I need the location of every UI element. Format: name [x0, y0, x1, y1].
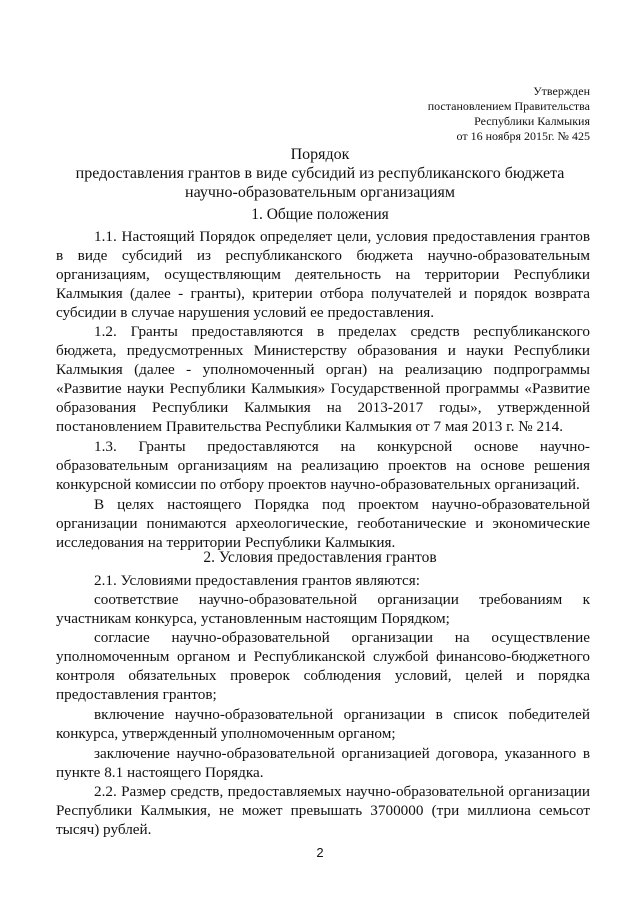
paragraph: 1.3. Гранты предоставляются на конкурсной основе научно-образовательным организациям на реализацию проектов на основе решения конкурсной комиссии по отбору проектов научно-образовательных организаций. [56, 438, 590, 493]
paragraph: соответствие научно-образовательной организации требованиям к участникам конкурса, установленным настоящим Порядком; [56, 591, 590, 627]
document-title: Порядок [290, 146, 350, 163]
paragraph: заключение научно-образовательной организацией договора, указанного в пункте 8.1 настоящего Порядка. [56, 745, 590, 781]
approval-stamp [428, 84, 590, 144]
paragraph: согласие научно-образовательной организации на осуществление уполномоченным органом и Республиканской службой финансово-бюджетного контроля обязательных проверок соблюдения условий, целей и порядка предоставления грантов; [56, 629, 590, 703]
paragraph: 1.2. Гранты предоставляются в пределах средств республиканского бюджета, предусмотренных Министерству образования и науки Республики Калмыкия (далее - уполномоченный орган) на реализацию подпрограммы «Развитие науки Республики Калмыкия» Государственной программы «Развитие образования Республики Калмыкия на 2013-2017 годы», утвержденной постановлением Правительства Республики Калмыкия от 7 мая 2013 г. № 214. [56, 323, 590, 435]
paragraph: 1.1. Настоящий Порядок определяет цели, условия предоставления грантов в виде субсидий из республиканского бюджета научно-образовательным организациям, осуществляющим деятельность на территории Республики Калмыкия (далее - гранты), критерии отбора получателей и порядок возврата субсидии в случае нарушения условий ее предоставления. [56, 228, 590, 321]
section-heading: 2. Условия предоставления грантов [203, 549, 437, 566]
approval-line: постановлением Правительства [427, 99, 590, 113]
paragraph: включение научно-образовательной организации в список победителей конкурса, утвержденный уполномоченным органом; [56, 706, 590, 742]
approval-line: Утвержден [533, 84, 590, 98]
approval-line: Республики Калмыкия [474, 114, 590, 128]
document-subtitle: научно-образовательным организациям [185, 184, 455, 201]
approval-date: от 16 ноября 2015г. № 425 [456, 129, 590, 143]
page-number: 2 [316, 845, 324, 860]
paragraph: 2.1. Условиями предоставления грантов являются: [94, 572, 420, 589]
document-subtitle: предоставления грантов в виде субсидий из республиканского бюджета [75, 165, 565, 182]
paragraph: 2.2. Размер средств, предоставляемых научно-образовательной организации Республики Калмыкия, не может превышать 3700000 (три миллиона семьсот тысяч) рублей. [56, 783, 590, 838]
paragraph: В целях настоящего Порядка под проектом научно-образовательной организации понимаются археологические, геоботанические и экономические исследования на территории Республики Калмыкия. [56, 496, 590, 551]
section-heading: 1. Общие положения [251, 206, 389, 223]
